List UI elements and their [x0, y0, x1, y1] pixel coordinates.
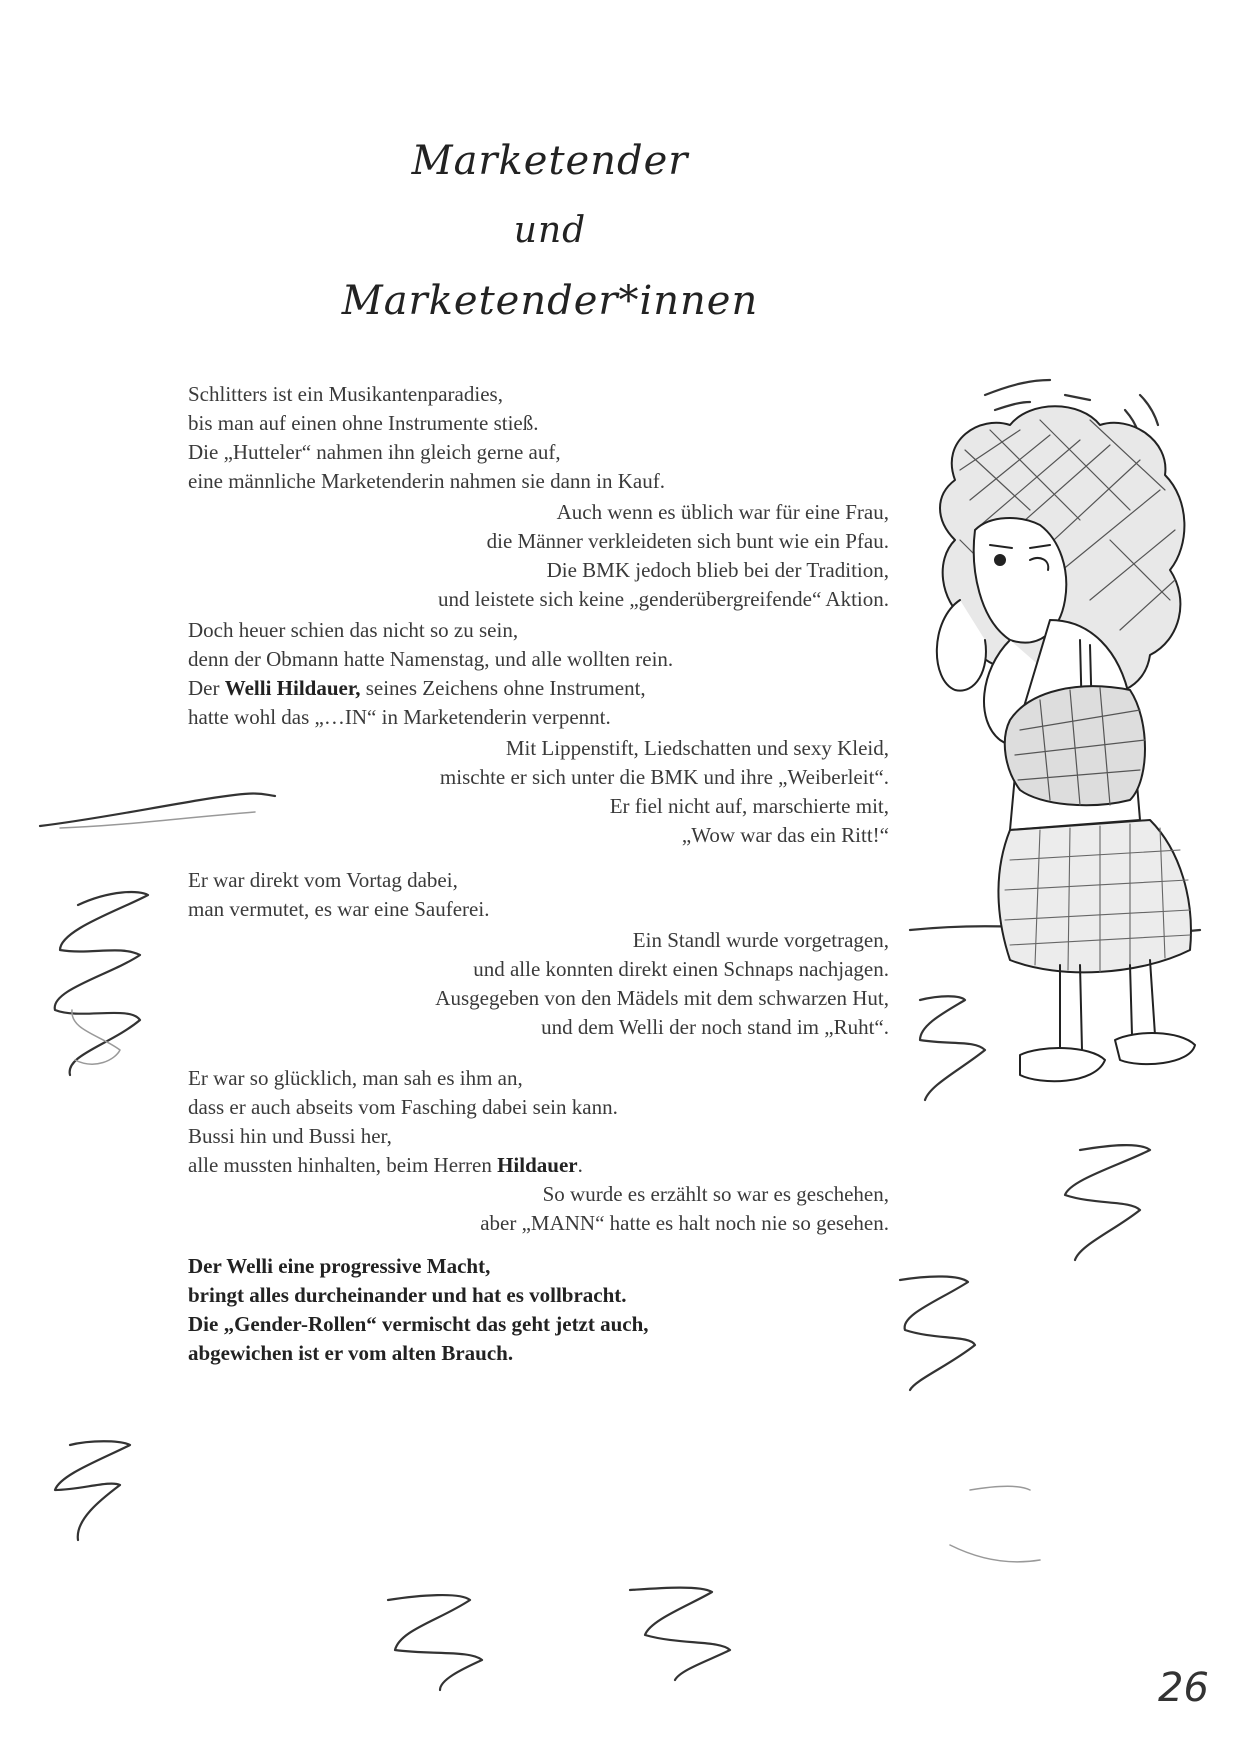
verse-line: mischte er sich unter die BMK und ihre „Weiberleit“.	[439, 765, 889, 789]
verse-line: bringt alles durcheinander und hat es vollbracht.	[188, 1283, 627, 1307]
zigzag-right-3-icon	[900, 1276, 975, 1390]
verse-line: und dem Welli der noch stand im „Ruht“.	[541, 1015, 889, 1039]
verse-line: aber „MANN“ hatte es halt noch nie so gesehen.	[480, 1211, 889, 1235]
zigzag-left-icon	[55, 892, 148, 1075]
verse-line: die Männer verkleideten sich bunt wie ein Pfau.	[486, 529, 889, 553]
page-title-line-2: und	[513, 210, 587, 251]
page-number: 26	[1158, 1665, 1209, 1711]
verse-line: und leistete sich keine „genderübergreifende“ Aktion.	[438, 587, 889, 611]
verse-line: alle mussten hinhalten, beim Herren Hildauer.	[188, 1153, 583, 1177]
page-title-line-1: Marketender	[411, 138, 689, 184]
verse-line: bis man auf einen ohne Instrumente stieß.	[188, 411, 539, 435]
cartoon-marketender-figure-icon	[937, 406, 1195, 1081]
verse-line: Die „Gender-Rollen“ vermischt das geht jetzt auch,	[188, 1312, 649, 1336]
zigzag-right-1-icon	[920, 996, 985, 1100]
verse-line: dass er auch abseits vom Fasching dabei sein kann.	[188, 1095, 618, 1119]
zigzag-left-bottom-icon	[55, 1441, 130, 1540]
verse-line: So wurde es erzählt so war es geschehen,	[542, 1182, 889, 1206]
verse-line: abgewichen ist er vom alten Brauch.	[188, 1341, 514, 1365]
zigzag-right-2-icon	[1065, 1145, 1150, 1260]
page-title-line-3: Marketender*innen	[341, 278, 759, 324]
verse-line: Der Welli Hildauer, seines Zeichens ohne Instrument,	[188, 676, 646, 700]
verse-line: Schlitters ist ein Musikantenparadies,	[188, 382, 503, 406]
verse-line: „Wow war das ein Ritt!“	[681, 823, 889, 847]
verse-line: Die BMK jedoch blieb bei der Tradition,	[546, 558, 889, 582]
verse-line: hatte wohl das „…IN“ in Marketenderin verpennt.	[188, 705, 611, 729]
verse-line: Bussi hin und Bussi her,	[188, 1124, 392, 1148]
verse-line: und alle konnten direkt einen Schnaps nachjagen.	[473, 957, 889, 981]
zigzag-bottom-1-icon	[388, 1595, 482, 1690]
verse-line: Er fiel nicht auf, marschierte mit,	[609, 794, 889, 818]
verse-line: Mit Lippenstift, Liedschatten und sexy Kleid,	[505, 736, 889, 760]
verse-line: denn der Obmann hatte Namenstag, und alle wollten rein.	[188, 647, 674, 671]
verse-line: Er war direkt vom Vortag dabei,	[188, 868, 458, 892]
verse-line: Die „Hutteler“ nahmen ihn gleich gerne auf,	[188, 440, 561, 464]
verse-line: eine männliche Marketenderin nahmen sie dann in Kauf.	[188, 469, 665, 493]
zigzag-bottom-2-icon	[630, 1588, 730, 1680]
verse-line: Der Welli eine progressive Macht,	[188, 1254, 491, 1278]
verse-line: Ausgegeben von den Mädels mit dem schwarzen Hut,	[435, 986, 889, 1010]
verse-line: Ein Standl wurde vorgetragen,	[632, 928, 889, 952]
verse-line: Auch wenn es üblich war für eine Frau,	[556, 500, 889, 524]
verse-line: man vermutet, es war eine Sauferei.	[188, 897, 490, 921]
verse-line: Doch heuer schien das nicht so zu sein,	[188, 618, 519, 642]
verse-line: Er war so glücklich, man sah es ihm an,	[188, 1066, 523, 1090]
